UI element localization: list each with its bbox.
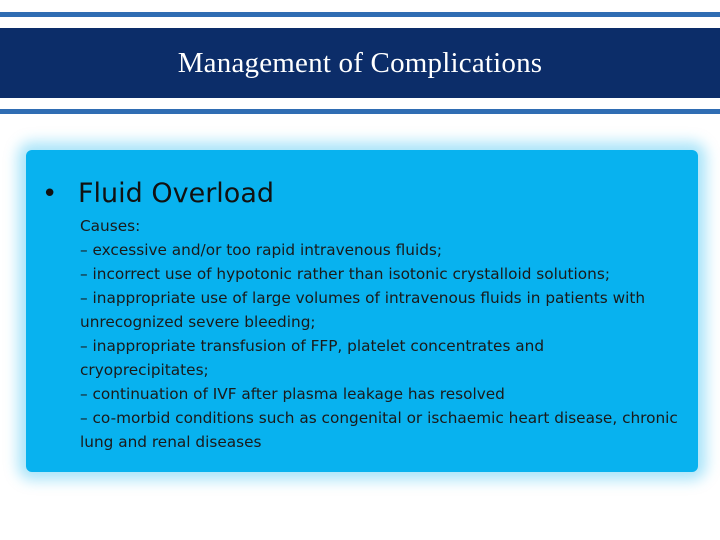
bullet-item [42, 176, 274, 212]
detail-line: – inappropriate use of large volumes of intravenous fluids in patients with [80, 289, 646, 307]
detail-line: – inappropriate transfusion of FFP, platelet concentrates and [80, 337, 545, 355]
bullet-details [80, 214, 716, 454]
bottom-rule [0, 109, 720, 114]
detail-line: lung and renal diseases [80, 433, 262, 451]
bullet-heading: Fluid Overload [78, 178, 275, 209]
title-bar [0, 28, 720, 98]
detail-line: – co-morbid conditions such as congenital or ischaemic heart disease, chronic [80, 409, 678, 427]
detail-line: cryoprecipitates; [80, 361, 209, 379]
slide-title: Management of Complications [177, 46, 543, 79]
detail-line: unrecognized severe bleeding; [80, 313, 316, 331]
bullet-icon: • [42, 179, 58, 209]
detail-line: – incorrect use of hypotonic rather than isotonic crystalloid solutions; [80, 265, 610, 283]
content-box [26, 150, 698, 472]
detail-line: Causes: [80, 217, 141, 235]
detail-line: – continuation of IVF after plasma leakage has resolved [80, 385, 505, 403]
detail-line: – excessive and/or too rapid intravenous fluids; [80, 241, 443, 259]
top-rule [0, 12, 720, 17]
